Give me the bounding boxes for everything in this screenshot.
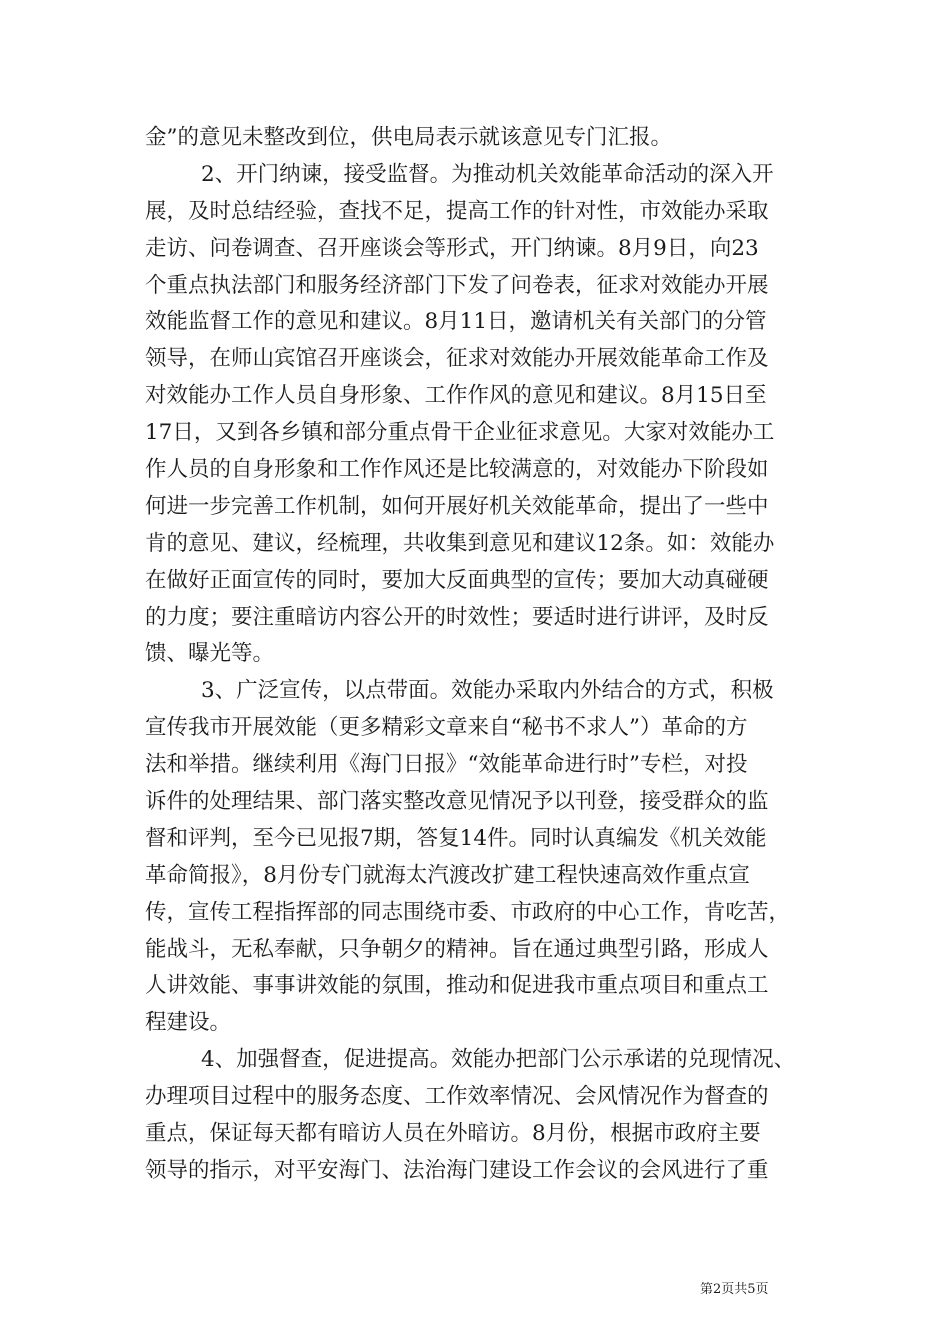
text-line: 领导，在师山宾馆召开座谈会，征求对效能办开展效能革命工作及 bbox=[145, 346, 769, 372]
page-footer bbox=[700, 1281, 820, 1299]
text-line: 17日，又到各乡镇和部分重点骨干企业征求意见。大家对效能办工 bbox=[145, 420, 775, 446]
text-line: 办理项目过程中的服务态度、工作效率情况、会风情况作为督查的 bbox=[145, 1084, 769, 1110]
text-line: 法和举措。继续利用《海门日报》“效能革命进行时”专栏，对投 bbox=[145, 752, 748, 778]
text-line: 宣传我市开展效能（更多精彩文章来自“秘书不求人”）革命的方 bbox=[145, 715, 748, 741]
text-line: 重点，保证每天都有暗访人员在外暗访。8月份，根据市政府主要 bbox=[145, 1121, 761, 1147]
text-line: 馈、曝光等。 bbox=[145, 641, 275, 667]
text-line: 走访、问卷调查、召开座谈会等形式，开门纳谏。8月9日，向23 bbox=[145, 235, 759, 261]
text-line: 在做好正面宣传的同时，要加大反面典型的宣传；要加大动真碰硬 bbox=[145, 567, 769, 593]
paragraph-start-line: 4、加强督查，促进提高。效能办把部门公示承诺的兑现情况、 bbox=[201, 1047, 796, 1073]
text-line: 程建设。 bbox=[145, 1010, 232, 1036]
text-line: 督和评判，至今已见报7期，答复14件。同时认真编发《机关效能 bbox=[145, 825, 767, 851]
text-line: 人讲效能、事事讲效能的氛围，推动和促进我市重点项目和重点工 bbox=[145, 973, 769, 999]
text-line: 作人员的自身形象和工作作风还是比较满意的，对效能办下阶段如 bbox=[145, 457, 769, 483]
text-line: 效能监督工作的意见和建议。8月11日，邀请机关有关部门的分管 bbox=[145, 309, 767, 335]
text-line: 传，宣传工程指挥部的同志围绕市委、市政府的中心工作，肯吃苦， bbox=[145, 899, 791, 925]
document-body bbox=[145, 120, 809, 1190]
text-line: 诉件的处理结果、部门落实整改意见情况予以刊登，接受群众的监 bbox=[145, 789, 769, 815]
text-line: 何进一步完善工作机制，如何开展好机关效能革命，提出了一些中 bbox=[145, 493, 769, 519]
text-line: 肯的意见、建议，经梳理，共收集到意见和建议12条。如：效能办 bbox=[145, 530, 775, 556]
text-line: 领导的指示，对平安海门、法治海门建设工作会议的会风进行了重 bbox=[145, 1157, 769, 1183]
paragraph-start-line: 2、开门纳谏，接受监督。为推动机关效能革命活动的深入开 bbox=[201, 161, 774, 187]
paragraph-start-line: 3、广泛宣传，以点带面。效能办采取内外结合的方式，积极 bbox=[201, 678, 774, 704]
page-number-label: 第2页共5页 bbox=[700, 1282, 769, 1297]
text-line: 金”的意见未整改到位，供电局表示就该意见专门汇报。 bbox=[145, 125, 672, 150]
text-line: 的力度；要注重暗访内容公开的时效性；要适时进行讲评，及时反 bbox=[145, 604, 769, 630]
text-line: 革命简报》，8月份专门就海太汽渡改扩建工程快速高效作重点宣 bbox=[145, 862, 750, 888]
text-line: 个重点执法部门和服务经济部门下发了问卷表，征求对效能办开展 bbox=[145, 272, 769, 298]
text-line: 展，及时总结经验，查找不足，提高工作的针对性，市效能办采取 bbox=[145, 198, 769, 224]
text-line: 对效能办工作人员自身形象、工作作风的意见和建议。8月15日至 bbox=[145, 383, 767, 409]
text-line: 能战斗，无私奉献，只争朝夕的精神。旨在通过典型引路，形成人 bbox=[145, 936, 769, 962]
